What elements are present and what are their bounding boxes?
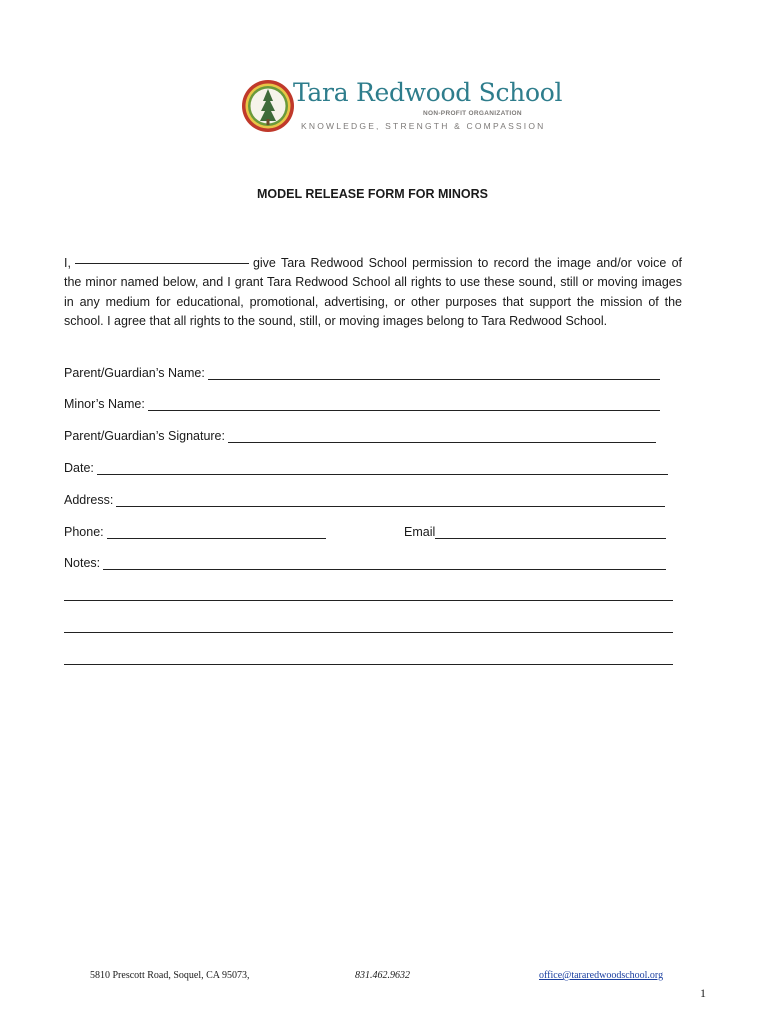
logo-tagline: KNOWLEDGE, STRENGTH & COMPASSION bbox=[301, 121, 546, 131]
parent-name-field[interactable] bbox=[64, 362, 660, 380]
notes-line[interactable] bbox=[103, 555, 666, 570]
address-line[interactable] bbox=[116, 492, 665, 507]
phone-label: Phone: bbox=[64, 525, 104, 539]
email-field[interactable] bbox=[404, 521, 666, 539]
intro-start: I, bbox=[64, 256, 71, 270]
school-seal-icon bbox=[241, 79, 295, 133]
minor-name-line[interactable] bbox=[148, 396, 660, 411]
minor-name-field[interactable] bbox=[64, 393, 660, 411]
page-number: 1 bbox=[700, 986, 706, 1000]
email-line[interactable] bbox=[435, 524, 666, 539]
parent-name-line[interactable] bbox=[208, 365, 660, 380]
minor-name-label: Minor’s Name: bbox=[64, 397, 145, 411]
notes-field[interactable] bbox=[64, 552, 666, 570]
signature-field[interactable] bbox=[64, 425, 656, 443]
logo-subtitle: NON-PROFIT ORGANIZATION bbox=[423, 110, 522, 117]
notes-extra-line[interactable] bbox=[64, 664, 673, 665]
footer-email-link[interactable]: office@tararedwoodschool.org bbox=[539, 970, 664, 981]
footer-address: 5810 Prescott Road, Soquel, CA 95073, bbox=[90, 970, 250, 981]
signature-line[interactable] bbox=[228, 428, 656, 443]
school-logo bbox=[241, 76, 563, 136]
release-statement bbox=[64, 254, 682, 332]
logo-name: Tara Redwood School bbox=[293, 78, 563, 107]
notes-extra-line[interactable] bbox=[64, 632, 673, 633]
intro-rest: give Tara Redwood School permission to record the image and/or voice of the minor named below, and I grant Tara Redwood School all rights to use these sound, still or moving images in any medium for educational, promotional, advertising, or other purposes that support the mission of the school. I agree that all rights to the sound, still, or moving images belong to Tara Redwood School. bbox=[64, 256, 682, 329]
address-field[interactable] bbox=[64, 489, 665, 507]
email-label: Email bbox=[404, 525, 436, 539]
signature-label: Parent/Guardian’s Signature: bbox=[64, 429, 225, 443]
notes-extra-line[interactable] bbox=[64, 600, 673, 601]
date-field[interactable] bbox=[64, 457, 668, 475]
date-line[interactable] bbox=[97, 460, 668, 475]
address-label: Address: bbox=[64, 493, 114, 507]
form-title: MODEL RELEASE FORM FOR MINORS bbox=[256, 187, 489, 201]
date-label: Date: bbox=[64, 461, 94, 475]
phone-field[interactable] bbox=[64, 521, 326, 539]
phone-line[interactable] bbox=[107, 524, 326, 539]
name-blank-line[interactable] bbox=[75, 263, 249, 264]
notes-label: Notes: bbox=[64, 556, 101, 570]
parent-name-label: Parent/Guardian’s Name: bbox=[64, 366, 205, 380]
footer-phone: 831.462.9632 bbox=[355, 970, 410, 981]
